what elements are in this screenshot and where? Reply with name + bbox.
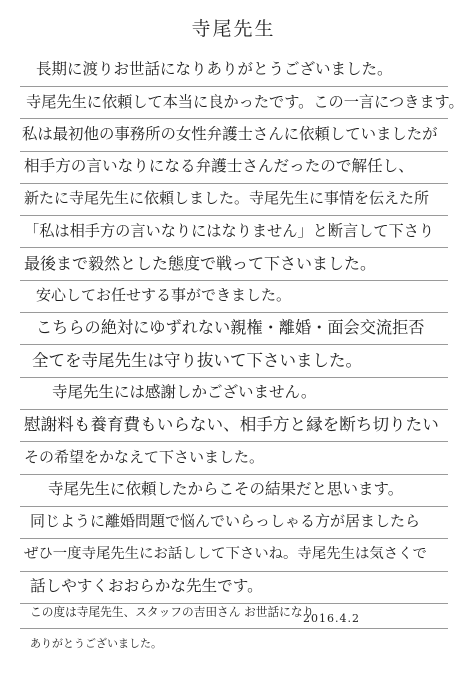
ruled-line	[20, 506, 448, 507]
letter-line-16: ぜひ一度寺尾先生にお話しして下さいね。寺尾先生は気さくで	[24, 546, 427, 562]
letter-line-12: 慰謝料も養育費もいらない、相手方と縁を断ち切りたい	[24, 415, 439, 434]
ruled-line	[20, 86, 448, 87]
letter-line-18: この度は寺尾先生、スタッフの吉田さん お世話になり	[30, 605, 315, 619]
letter-line-2: 寺尾先生に依頼して本当に良かったです。この一言につきます。	[26, 93, 464, 111]
ruled-line	[20, 312, 448, 313]
letter-line-1: 長期に渡りお世話になりありがとうございました。	[36, 60, 393, 78]
letter-line-7: 最後まで毅然とした態度で戦って下さいました。	[24, 254, 377, 273]
letter-title: 寺尾先生	[191, 18, 276, 40]
ruled-line	[20, 538, 448, 539]
ruled-line	[20, 628, 448, 629]
ruled-line	[20, 344, 448, 345]
letter-line-10: 全てを寺尾先生は守り抜いて下さいました。	[32, 351, 362, 370]
letter-date: 2016.4.2	[303, 612, 360, 625]
letter-line-5: 新たに寺尾先生に依頼しました。寺尾先生に事情を伝えた所	[24, 189, 430, 207]
letter-line-6: 「私は相手方の言いなりにはなりません」と断言して下さり	[24, 222, 435, 240]
letter-line-4: 相手方の言いなりになる弁護士さんだったので解任し、	[24, 157, 414, 175]
ruled-line	[20, 247, 448, 248]
letter-line-17: 話しやすくおおらかな先生です。	[30, 577, 263, 595]
letter-line-13: その希望をかなえて下さいました。	[24, 448, 265, 466]
letter-line-9: こちらの絶対にゆずれない親権・離婚・面会交流拒否	[36, 318, 425, 337]
letter-line-8: 安心してお任せする事ができました。	[36, 286, 292, 304]
ruled-line	[20, 571, 448, 572]
letter-line-14: 寺尾先生に依頼したからこその結果だと思います。	[48, 480, 404, 498]
ruled-line	[20, 118, 448, 119]
letter-line-19: ありがとうございました。	[30, 637, 162, 650]
ruled-line	[20, 377, 448, 378]
ruled-line	[20, 474, 448, 475]
letter-line-15: 同じように離婚問題で悩んでいらっしゃる方が居ましたら	[30, 512, 421, 530]
ruled-line	[20, 183, 448, 184]
ruled-line	[20, 151, 448, 152]
ruled-line	[20, 280, 448, 281]
ruled-line	[20, 441, 448, 442]
letter-line-11: 寺尾先生には感謝しかございません。	[52, 383, 317, 401]
ruled-line	[20, 215, 448, 216]
ruled-line	[20, 603, 448, 604]
letter-line-3: 私は最初他の事務所の女性弁護士さんに依頼していましたが	[22, 125, 438, 143]
ruled-line	[20, 409, 448, 410]
